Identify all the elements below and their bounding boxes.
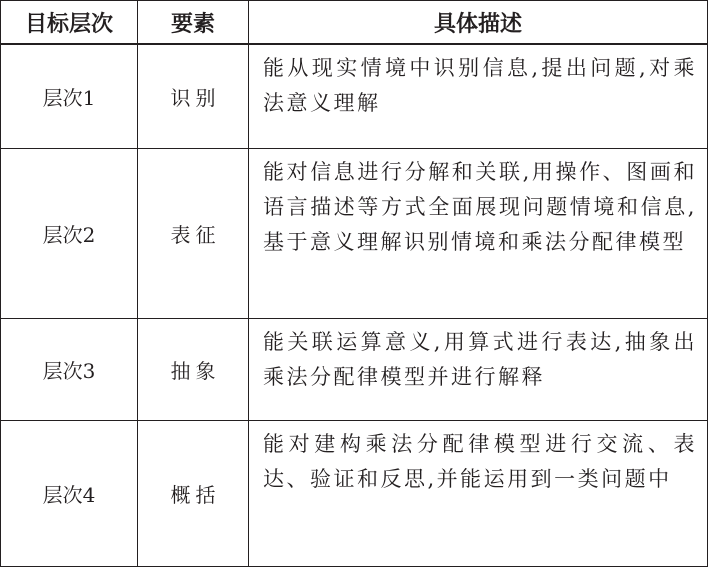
- description-cell: 能关联运算意义,用算式进行表达,抽象出乘法分配律模型并进行解释: [249, 318, 708, 420]
- element-cell: 表征: [138, 148, 249, 318]
- header-description: 具体描述: [249, 1, 708, 45]
- table-row: [1, 44, 708, 148]
- level-cell: 层次1: [1, 44, 138, 148]
- table-row: [1, 148, 708, 318]
- level-cell: 层次2: [1, 148, 138, 318]
- table-row: [1, 420, 708, 566]
- element-cell: 概括: [138, 420, 249, 566]
- description-cell: 能对建构乘法分配律模型进行交流、表达、验证和反思,并能运用到一类问题中: [249, 420, 708, 566]
- header-target-level: 目标层次: [1, 1, 138, 45]
- header-element: 要素: [138, 1, 249, 45]
- element-cell: 抽象: [138, 318, 249, 420]
- table-header-row: [1, 1, 708, 45]
- element-cell: 识别: [138, 44, 249, 148]
- description-cell: 能从现实情境中识别信息,提出问题,对乘法意义理解: [249, 44, 708, 148]
- table-row: [1, 318, 708, 420]
- level-cell: 层次3: [1, 318, 138, 420]
- level-cell: 层次4: [1, 420, 138, 566]
- description-cell: 能对信息进行分解和关联,用操作、图画和语言描述等方式全面展现问题情境和信息,基于意义理解识别情境和乘法分配律模型: [249, 148, 708, 318]
